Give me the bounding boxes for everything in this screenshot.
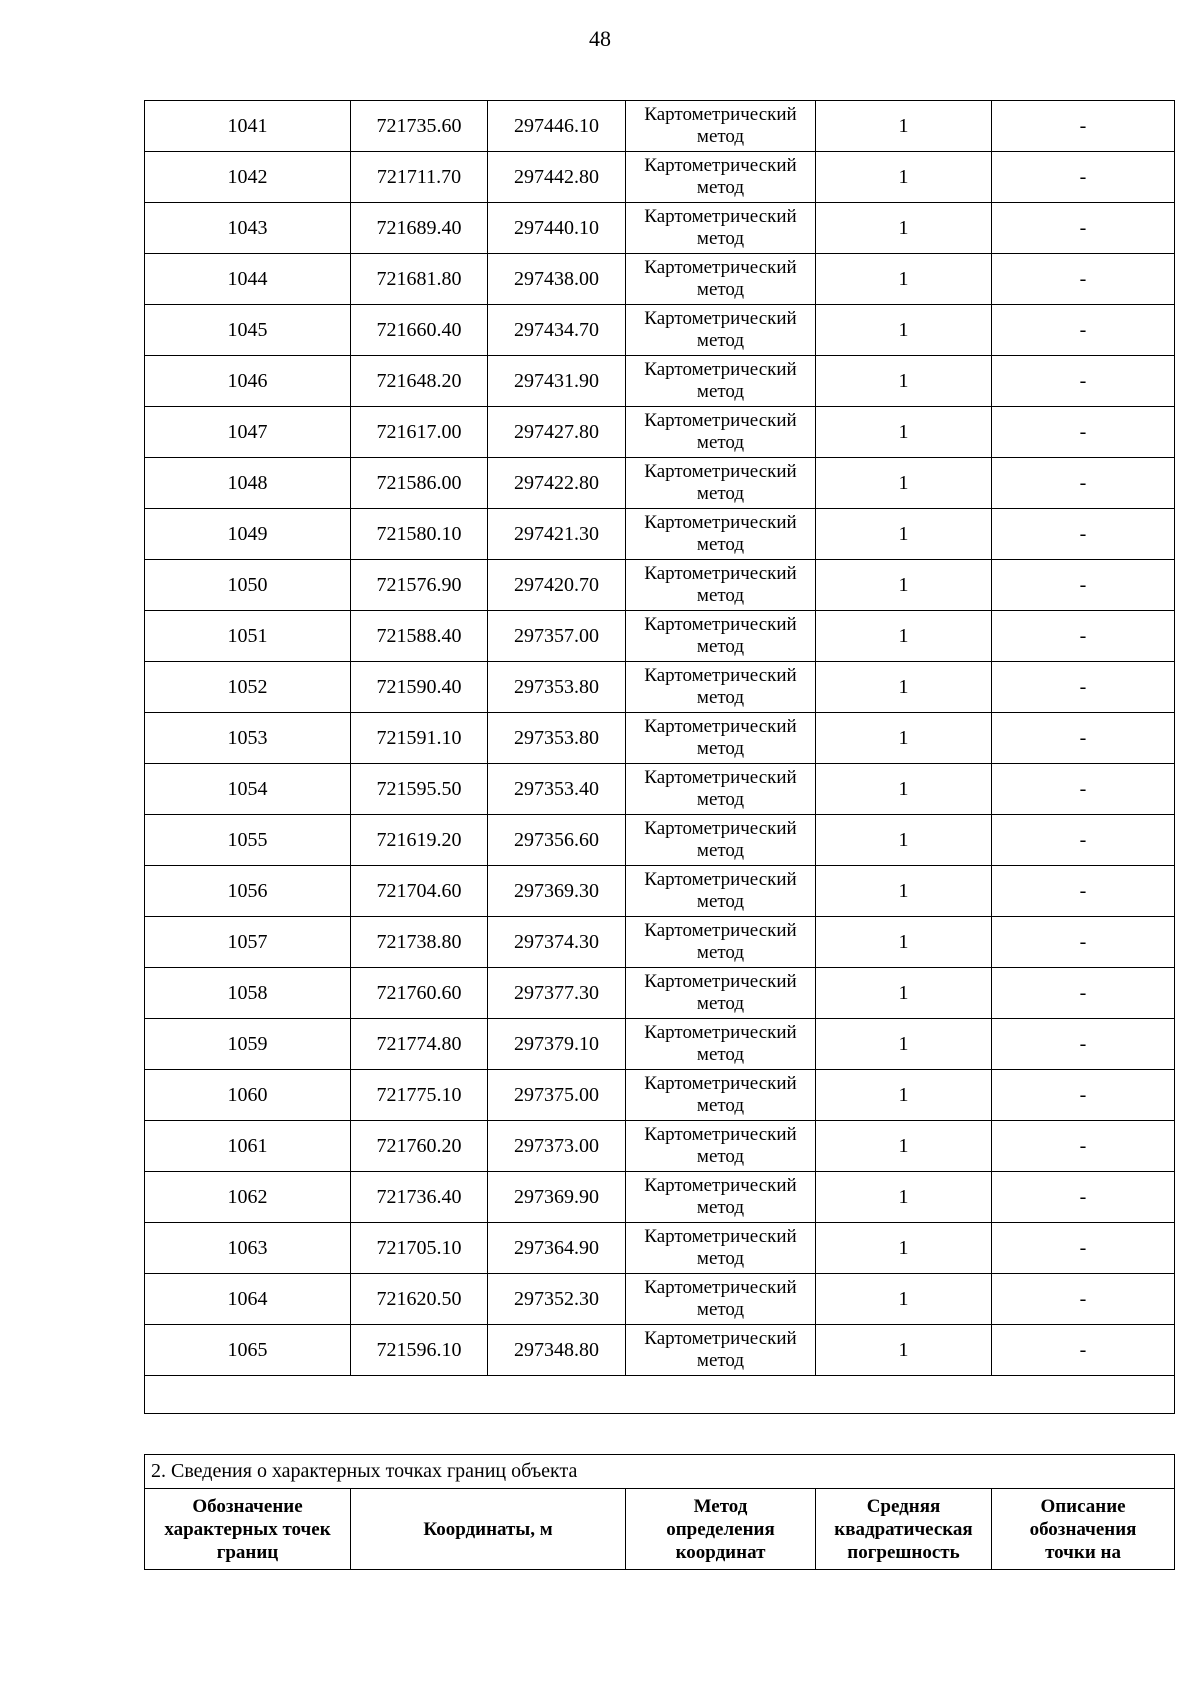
error-cell: 1	[816, 917, 992, 968]
point-cell: 1059	[145, 1019, 351, 1070]
method-label-line2: метод	[696, 330, 745, 351]
table-row	[145, 1070, 1175, 1121]
section2-table	[144, 1454, 1175, 1570]
error-cell: 1	[816, 356, 992, 407]
table-row	[145, 101, 1175, 152]
method-cell	[626, 1070, 816, 1121]
description-cell: -	[992, 815, 1175, 866]
y-coordinate-cell: 297353.40	[488, 764, 626, 815]
point-cell: 1041	[145, 101, 351, 152]
description-cell: -	[992, 1121, 1175, 1172]
error-cell: 1	[816, 101, 992, 152]
point-cell: 1065	[145, 1325, 351, 1376]
point-cell: 1047	[145, 407, 351, 458]
description-cell: -	[992, 1019, 1175, 1070]
description-cell: -	[992, 203, 1175, 254]
method-label-line1: Картометрический	[644, 869, 797, 890]
table-row	[145, 968, 1175, 1019]
x-coordinate-cell: 721580.10	[351, 509, 488, 560]
point-cell: 1051	[145, 611, 351, 662]
method-cell	[626, 254, 816, 305]
description-cell: -	[992, 254, 1175, 305]
table-row	[145, 203, 1175, 254]
description-cell: -	[992, 1223, 1175, 1274]
x-coordinate-cell: 721586.00	[351, 458, 488, 509]
error-cell: 1	[816, 509, 992, 560]
method-label-line1: Картометрический	[644, 1175, 797, 1196]
error-cell: 1	[816, 1070, 992, 1121]
table-row	[145, 1121, 1175, 1172]
x-coordinate-cell: 721681.80	[351, 254, 488, 305]
x-coordinate-cell: 721576.90	[351, 560, 488, 611]
point-cell: 1063	[145, 1223, 351, 1274]
method-cell	[626, 356, 816, 407]
section2-title: 2. Сведения о характерных точках границ объекта	[145, 1455, 1175, 1489]
header-point-designation: Обозначение характерных точек границ	[145, 1489, 351, 1570]
error-cell: 1	[816, 458, 992, 509]
error-cell: 1	[816, 662, 992, 713]
error-cell: 1	[816, 611, 992, 662]
method-label-line2: метод	[696, 993, 745, 1014]
point-cell: 1046	[145, 356, 351, 407]
table-row	[145, 764, 1175, 815]
error-cell: 1	[816, 1019, 992, 1070]
y-coordinate-cell: 297364.90	[488, 1223, 626, 1274]
x-coordinate-cell: 721590.40	[351, 662, 488, 713]
method-label-line1: Картометрический	[644, 512, 797, 533]
empty-row	[145, 1376, 1175, 1414]
y-coordinate-cell: 297353.80	[488, 662, 626, 713]
method-cell	[626, 1274, 816, 1325]
point-cell: 1060	[145, 1070, 351, 1121]
method-cell	[626, 560, 816, 611]
method-cell	[626, 1325, 816, 1376]
x-coordinate-cell: 721591.10	[351, 713, 488, 764]
table-row	[145, 356, 1175, 407]
header-point-description: Описание обозначения точки на	[992, 1489, 1175, 1570]
method-label-line1: Картометрический	[644, 971, 797, 992]
method-cell	[626, 662, 816, 713]
method-cell	[626, 917, 816, 968]
y-coordinate-cell: 297420.70	[488, 560, 626, 611]
y-coordinate-cell: 297421.30	[488, 509, 626, 560]
method-label-line1: Картометрический	[644, 767, 797, 788]
method-label-line1: Картометрический	[644, 257, 797, 278]
y-coordinate-cell: 297353.80	[488, 713, 626, 764]
point-cell: 1042	[145, 152, 351, 203]
y-coordinate-cell: 297440.10	[488, 203, 626, 254]
y-coordinate-cell: 297438.00	[488, 254, 626, 305]
description-cell: -	[992, 1274, 1175, 1325]
table-row	[145, 1172, 1175, 1223]
point-cell: 1055	[145, 815, 351, 866]
error-cell: 1	[816, 1121, 992, 1172]
method-label-line1: Картометрический	[644, 359, 797, 380]
method-cell	[626, 815, 816, 866]
y-coordinate-cell: 297431.90	[488, 356, 626, 407]
x-coordinate-cell: 721705.10	[351, 1223, 488, 1274]
method-label-line1: Картометрический	[644, 461, 797, 482]
method-label-line2: метод	[696, 738, 745, 759]
y-coordinate-cell: 297377.30	[488, 968, 626, 1019]
header-coordinates: Координаты, м	[351, 1489, 626, 1570]
description-cell: -	[992, 662, 1175, 713]
y-coordinate-cell: 297427.80	[488, 407, 626, 458]
description-cell: -	[992, 356, 1175, 407]
method-label-line2: метод	[696, 1095, 745, 1116]
description-cell: -	[992, 917, 1175, 968]
empty-cell	[145, 1376, 1175, 1414]
description-cell: -	[992, 713, 1175, 764]
table-row	[145, 815, 1175, 866]
method-cell	[626, 152, 816, 203]
method-cell	[626, 509, 816, 560]
y-coordinate-cell: 297422.80	[488, 458, 626, 509]
error-cell: 1	[816, 254, 992, 305]
y-coordinate-cell: 297369.90	[488, 1172, 626, 1223]
method-cell	[626, 1172, 816, 1223]
description-cell: -	[992, 560, 1175, 611]
method-label-line1: Картометрический	[644, 308, 797, 329]
table-row	[145, 1223, 1175, 1274]
method-label-line1: Картометрический	[644, 1073, 797, 1094]
table-row	[145, 305, 1175, 356]
error-cell: 1	[816, 1274, 992, 1325]
y-coordinate-cell: 297434.70	[488, 305, 626, 356]
error-cell: 1	[816, 764, 992, 815]
error-cell: 1	[816, 866, 992, 917]
point-cell: 1050	[145, 560, 351, 611]
y-coordinate-cell: 297357.00	[488, 611, 626, 662]
x-coordinate-cell: 721588.40	[351, 611, 488, 662]
point-cell: 1061	[145, 1121, 351, 1172]
point-cell: 1054	[145, 764, 351, 815]
table-row	[145, 866, 1175, 917]
description-cell: -	[992, 407, 1175, 458]
method-cell	[626, 866, 816, 917]
method-label-line2: метод	[696, 1197, 745, 1218]
table-row	[145, 662, 1175, 713]
method-cell	[626, 407, 816, 458]
method-cell	[626, 203, 816, 254]
method-label-line1: Картометрический	[644, 665, 797, 686]
table-row	[145, 509, 1175, 560]
method-label-line2: метод	[696, 840, 745, 861]
method-label-line1: Картометрический	[644, 1124, 797, 1145]
y-coordinate-cell: 297375.00	[488, 1070, 626, 1121]
method-cell	[626, 764, 816, 815]
error-cell: 1	[816, 968, 992, 1019]
header-mean-square-error: Средняя квадратическая погрешность	[816, 1489, 992, 1570]
description-cell: -	[992, 968, 1175, 1019]
method-label-line1: Картометрический	[644, 563, 797, 584]
x-coordinate-cell: 721760.60	[351, 968, 488, 1019]
point-cell: 1064	[145, 1274, 351, 1325]
method-label-line2: метод	[696, 687, 745, 708]
y-coordinate-cell: 297379.10	[488, 1019, 626, 1070]
description-cell: -	[992, 1172, 1175, 1223]
method-label-line2: метод	[696, 1299, 745, 1320]
method-label-line2: метод	[696, 1146, 745, 1167]
error-cell: 1	[816, 1325, 992, 1376]
method-label-line2: метод	[696, 534, 745, 555]
error-cell: 1	[816, 815, 992, 866]
method-label-line1: Картометрический	[644, 1277, 797, 1298]
table-row	[145, 611, 1175, 662]
method-cell	[626, 713, 816, 764]
table-row	[145, 917, 1175, 968]
point-cell: 1044	[145, 254, 351, 305]
method-label-line2: метод	[696, 942, 745, 963]
error-cell: 1	[816, 560, 992, 611]
method-label-line2: метод	[696, 1248, 745, 1269]
table-row	[145, 560, 1175, 611]
x-coordinate-cell: 721738.80	[351, 917, 488, 968]
y-coordinate-cell: 297446.10	[488, 101, 626, 152]
page-number: 48	[589, 26, 611, 51]
points-table-body	[145, 101, 1175, 1414]
point-cell: 1048	[145, 458, 351, 509]
method-cell	[626, 1223, 816, 1274]
method-label-line2: метод	[696, 279, 745, 300]
x-coordinate-cell: 721689.40	[351, 203, 488, 254]
point-cell: 1045	[145, 305, 351, 356]
x-coordinate-cell: 721775.10	[351, 1070, 488, 1121]
error-cell: 1	[816, 713, 992, 764]
table-row	[145, 1274, 1175, 1325]
description-cell: -	[992, 509, 1175, 560]
point-cell: 1057	[145, 917, 351, 968]
point-cell: 1053	[145, 713, 351, 764]
x-coordinate-cell: 721619.20	[351, 815, 488, 866]
method-label-line2: метод	[696, 483, 745, 504]
method-label-line2: метод	[696, 1044, 745, 1065]
description-cell: -	[992, 458, 1175, 509]
point-cell: 1058	[145, 968, 351, 1019]
method-label-line1: Картометрический	[644, 716, 797, 737]
method-label-line1: Картометрический	[644, 206, 797, 227]
method-label-line1: Картометрический	[644, 614, 797, 635]
method-cell	[626, 305, 816, 356]
method-cell	[626, 611, 816, 662]
table-row	[145, 152, 1175, 203]
y-coordinate-cell: 297352.30	[488, 1274, 626, 1325]
y-coordinate-cell: 297442.80	[488, 152, 626, 203]
method-label-line1: Картометрический	[644, 818, 797, 839]
x-coordinate-cell: 721774.80	[351, 1019, 488, 1070]
table-row	[145, 1325, 1175, 1376]
error-cell: 1	[816, 1223, 992, 1274]
x-coordinate-cell: 721617.00	[351, 407, 488, 458]
method-label-line2: метод	[696, 228, 745, 249]
x-coordinate-cell: 721736.40	[351, 1172, 488, 1223]
header-method: Метод определения координат	[626, 1489, 816, 1570]
x-coordinate-cell: 721760.20	[351, 1121, 488, 1172]
x-coordinate-cell: 721596.10	[351, 1325, 488, 1376]
error-cell: 1	[816, 407, 992, 458]
y-coordinate-cell: 297373.00	[488, 1121, 626, 1172]
y-coordinate-cell: 297348.80	[488, 1325, 626, 1376]
method-cell	[626, 1019, 816, 1070]
method-label-line2: метод	[696, 585, 745, 606]
table-row	[145, 1019, 1175, 1070]
method-label-line2: метод	[696, 636, 745, 657]
section2-header-row	[145, 1489, 1175, 1570]
boundary-points-table	[144, 100, 1175, 1414]
method-label-line1: Картометрический	[644, 1022, 797, 1043]
error-cell: 1	[816, 1172, 992, 1223]
point-cell: 1049	[145, 509, 351, 560]
x-coordinate-cell: 721620.50	[351, 1274, 488, 1325]
table-row	[145, 254, 1175, 305]
description-cell: -	[992, 764, 1175, 815]
error-cell: 1	[816, 305, 992, 356]
method-cell	[626, 101, 816, 152]
error-cell: 1	[816, 152, 992, 203]
method-label-line1: Картометрический	[644, 104, 797, 125]
description-cell: -	[992, 101, 1175, 152]
method-label-line1: Картометрический	[644, 1328, 797, 1349]
description-cell: -	[992, 152, 1175, 203]
error-cell: 1	[816, 203, 992, 254]
x-coordinate-cell: 721595.50	[351, 764, 488, 815]
y-coordinate-cell: 297374.30	[488, 917, 626, 968]
method-label-line1: Картометрический	[644, 155, 797, 176]
description-cell: -	[992, 1325, 1175, 1376]
description-cell: -	[992, 1070, 1175, 1121]
method-label-line2: метод	[696, 891, 745, 912]
method-label-line1: Картометрический	[644, 1226, 797, 1247]
method-label-line2: метод	[696, 381, 745, 402]
method-label-line2: метод	[696, 789, 745, 810]
table-row	[145, 713, 1175, 764]
description-cell: -	[992, 866, 1175, 917]
table-row	[145, 407, 1175, 458]
y-coordinate-cell: 297356.60	[488, 815, 626, 866]
method-label-line2: метод	[696, 432, 745, 453]
method-cell	[626, 1121, 816, 1172]
method-label-line2: метод	[696, 1350, 745, 1371]
point-cell: 1043	[145, 203, 351, 254]
method-cell	[626, 458, 816, 509]
point-cell: 1056	[145, 866, 351, 917]
description-cell: -	[992, 305, 1175, 356]
x-coordinate-cell: 721735.60	[351, 101, 488, 152]
x-coordinate-cell: 721704.60	[351, 866, 488, 917]
x-coordinate-cell: 721660.40	[351, 305, 488, 356]
method-label-line2: метод	[696, 177, 745, 198]
method-label-line1: Картометрический	[644, 920, 797, 941]
description-cell: -	[992, 611, 1175, 662]
x-coordinate-cell: 721648.20	[351, 356, 488, 407]
x-coordinate-cell: 721711.70	[351, 152, 488, 203]
method-label-line2: метод	[696, 126, 745, 147]
method-cell	[626, 968, 816, 1019]
point-cell: 1062	[145, 1172, 351, 1223]
method-label-line1: Картометрический	[644, 410, 797, 431]
table-row	[145, 458, 1175, 509]
y-coordinate-cell: 297369.30	[488, 866, 626, 917]
point-cell: 1052	[145, 662, 351, 713]
